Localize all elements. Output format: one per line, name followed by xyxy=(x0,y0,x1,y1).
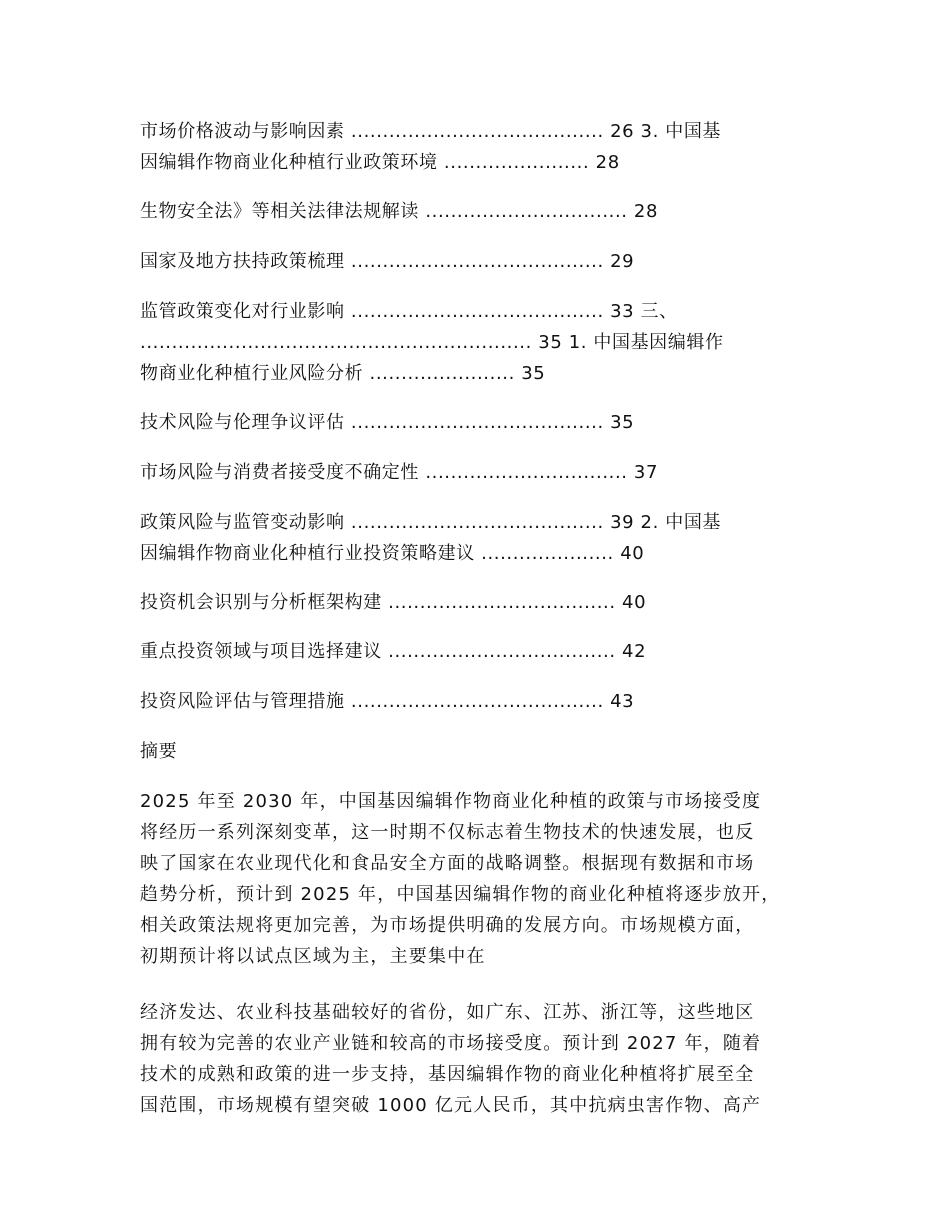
toc-entry-market-risk[interactable]: 市场风险与消费者接受度不确定性 ................................ 37 xyxy=(140,462,659,483)
toc-entry-investment-strategy[interactable]: 因编辑作物商业化种植行业投资策略建议 ..................... 40 xyxy=(140,543,645,564)
paragraph-line: 初期预计将以试点区域为主，主要集中在 xyxy=(140,946,486,967)
paragraph-line: 技术的成熟和政策的进一步支持，基因编辑作物的商业化种植将扩展至全 xyxy=(140,1064,755,1085)
summary-paragraph-2 xyxy=(140,997,820,1121)
paragraph-line: 经济发达、农业科技基础较好的省份，如广东、江苏、浙江等，这些地区 xyxy=(140,1002,755,1023)
paragraph-line: 拥有较为完善的农业产业链和较高的市场接受度。预计到 2027 年，随着 xyxy=(140,1033,762,1054)
paragraph-line: 趋势分析，预计到 2025 年，中国基因编辑作物的商业化种植将逐步放开， xyxy=(140,884,781,905)
paragraph-line: 国范围，市场规模有望突破 1000 亿元人民币，其中抗病虫害作物、高产 xyxy=(140,1095,762,1116)
toc-entry-market-price[interactable]: 市场价格波动与影响因素 ........................................ 26 3. 中国基 xyxy=(140,121,722,142)
toc-entry-investment-framework[interactable]: 投资机会识别与分析框架构建 .................................... 40 xyxy=(140,592,647,613)
paragraph-line: 将经历一系列深刻变革，这一时期不仅标志着生物技术的快速发展，也反 xyxy=(140,822,755,843)
summary-paragraph-1 xyxy=(140,786,820,972)
toc-entry-section-three[interactable]: .............................................................. 35 1. 中国基因编辑作 xyxy=(140,332,724,353)
toc-entry-biosafety-law[interactable]: 生物安全法》等相关法律法规解读 ................................ 28 xyxy=(140,201,659,222)
paragraph-line: 相关政策法规将更加完善，为市场提供明确的发展方向。市场规模方面， xyxy=(140,915,755,936)
toc-entry-policy-risk[interactable]: 政策风险与监管变动影响 ........................................ 39 2. 中国基 xyxy=(140,512,722,533)
toc-entry-tech-risk[interactable]: 技术风险与伦理争议评估 ........................................ 35 xyxy=(140,412,635,433)
toc-entry-policy-environment[interactable]: 因编辑作物商业化种植行业政策环境 ....................... 28 xyxy=(140,152,620,173)
toc-entry-key-investment-areas[interactable]: 重点投资领域与项目选择建议 .................................... 42 xyxy=(140,641,647,662)
summary-heading: 摘要 xyxy=(140,741,178,762)
paragraph-line: 2025 年至 2030 年，中国基因编辑作物商业化种植的政策与市场接受度 xyxy=(140,791,762,812)
toc-entry-risk-analysis[interactable]: 物商业化种植行业风险分析 ....................... 35 xyxy=(140,363,546,384)
toc-entry-regulatory-changes[interactable]: 监管政策变化对行业影响 ........................................ 33 三、 xyxy=(140,301,678,322)
toc-entry-investment-risk-management[interactable]: 投资风险评估与管理措施 ........................................ 43 xyxy=(140,691,635,712)
paragraph-line: 映了国家在农业现代化和食品安全方面的战略调整。根据现有数据和市场 xyxy=(140,853,755,874)
toc-entry-support-policies[interactable]: 国家及地方扶持政策梳理 ........................................ 29 xyxy=(140,251,635,272)
